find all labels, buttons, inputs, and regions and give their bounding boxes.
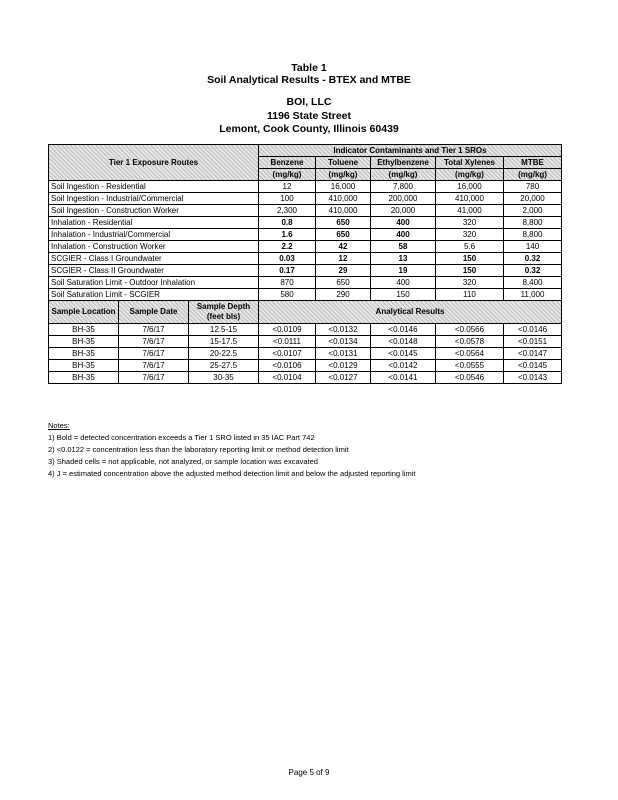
sample-value: <0.0148 xyxy=(371,336,436,348)
route-value: 1.6 xyxy=(259,229,316,241)
route-label: Soil Saturation Limit - SCGIER xyxy=(49,289,259,301)
note-item: 3) Shaded cells = not applicable, not analyzed, or sample location was excavated xyxy=(48,457,318,466)
route-value: 5.6 xyxy=(436,241,504,253)
route-value: 2.2 xyxy=(259,241,316,253)
col-toluene-unit: (mg/kg) xyxy=(316,169,371,181)
site-city: Lemont, Cook County, Illinois 60439 xyxy=(219,123,399,135)
route-value: 100 xyxy=(259,193,316,205)
route-value: 650 xyxy=(316,217,371,229)
route-value: 410,000 xyxy=(316,193,371,205)
route-label: Soil Ingestion - Residential xyxy=(49,181,259,193)
table-subtitle: Soil Analytical Results - BTEX and MTBE xyxy=(207,74,411,86)
table-row xyxy=(49,289,562,301)
route-value: 58 xyxy=(371,241,436,253)
route-value: 870 xyxy=(259,277,316,289)
table-row xyxy=(49,229,562,241)
route-value: 0.32 xyxy=(504,253,562,265)
sample-value: <0.0111 xyxy=(259,336,316,348)
route-value: 8,800 xyxy=(504,217,562,229)
route-value: 320 xyxy=(436,277,504,289)
col-ethylbenzene-name: Ethylbenzene xyxy=(371,157,436,169)
sample-depth-header: Sample Depth (feet bls) xyxy=(189,301,259,324)
sample-value: <0.0566 xyxy=(436,324,504,336)
col-benzene-name: Benzene xyxy=(259,157,316,169)
route-value: 8,400 xyxy=(504,277,562,289)
route-value: 320 xyxy=(436,229,504,241)
route-label: SCGIER - Class I Groundwater xyxy=(49,253,259,265)
route-value: 400 xyxy=(371,277,436,289)
sample-date-header: Sample Date xyxy=(119,301,189,324)
note-item: 1) Bold = detected concentration exceeds a Tier 1 SRO listed in 35 IAC Part 742 xyxy=(48,433,315,442)
route-value: 650 xyxy=(316,229,371,241)
sample-depth: 30-35 xyxy=(189,372,259,384)
table-row xyxy=(49,277,562,289)
route-label: SCGIER - Class II Groundwater xyxy=(49,265,259,277)
col-xylenes-name: Total Xylenes xyxy=(436,157,504,169)
route-value: 0.32 xyxy=(504,265,562,277)
route-value: 580 xyxy=(259,289,316,301)
route-label: Inhalation - Construction Worker xyxy=(49,241,259,253)
route-value: 20,000 xyxy=(371,205,436,217)
sample-value: <0.0131 xyxy=(316,348,371,360)
company-name: BOI, LLC xyxy=(286,96,332,108)
sample-value: <0.0141 xyxy=(371,372,436,384)
route-value: 13 xyxy=(371,253,436,265)
sample-value: <0.0145 xyxy=(371,348,436,360)
route-value: 19 xyxy=(371,265,436,277)
route-value: 8,800 xyxy=(504,229,562,241)
note-item: 4) J = estimated concentration above the adjusted method detection limit and below the adjusted reporting limit xyxy=(48,469,416,478)
notes-section xyxy=(48,420,416,480)
table-row xyxy=(49,372,562,384)
sample-date: 7/6/17 xyxy=(119,360,189,372)
route-value: 290 xyxy=(316,289,371,301)
col-mtbe-name: MTBE xyxy=(504,157,562,169)
soil-results-table xyxy=(48,144,562,384)
route-value: 12 xyxy=(259,181,316,193)
route-value: 0.03 xyxy=(259,253,316,265)
route-label: Soil Ingestion - Construction Worker xyxy=(49,205,259,217)
sample-date: 7/6/17 xyxy=(119,324,189,336)
sample-depth: 25-27.5 xyxy=(189,360,259,372)
table-row xyxy=(49,205,562,217)
col-toluene-name: Toluene xyxy=(316,157,371,169)
col-ethylbenzene-unit: (mg/kg) xyxy=(371,169,436,181)
sample-value: <0.0564 xyxy=(436,348,504,360)
sample-value: <0.0555 xyxy=(436,360,504,372)
sample-value: <0.0134 xyxy=(316,336,371,348)
table-row xyxy=(49,324,562,336)
table-title: Table 1 xyxy=(291,62,327,74)
route-label: Inhalation - Industrial/Commercial xyxy=(49,229,259,241)
table-row xyxy=(49,360,562,372)
route-value: 320 xyxy=(436,217,504,229)
sample-value: <0.0129 xyxy=(316,360,371,372)
route-value: 16,000 xyxy=(436,181,504,193)
sample-date: 7/6/17 xyxy=(119,348,189,360)
sample-value: <0.0132 xyxy=(316,324,371,336)
sample-depth: 20-22.5 xyxy=(189,348,259,360)
route-value: 29 xyxy=(316,265,371,277)
route-value: 410,000 xyxy=(436,193,504,205)
notes-title: Notes: xyxy=(48,421,70,430)
col-mtbe-unit: (mg/kg) xyxy=(504,169,562,181)
sample-depth: 12.5-15 xyxy=(189,324,259,336)
route-value: 7,800 xyxy=(371,181,436,193)
route-value: 12 xyxy=(316,253,371,265)
route-value: 16,000 xyxy=(316,181,371,193)
table-row xyxy=(49,253,562,265)
note-item: 2) <0.0122 = concentration less than the laboratory reporting limit or method detection limit xyxy=(48,445,349,454)
page-number: Page 5 of 9 xyxy=(288,768,330,777)
route-value: 150 xyxy=(436,265,504,277)
route-value: 150 xyxy=(371,289,436,301)
sample-depth: 15-17.5 xyxy=(189,336,259,348)
routes-header: Tier 1 Exposure Routes xyxy=(49,145,259,181)
route-value: 110 xyxy=(436,289,504,301)
sample-value: <0.0147 xyxy=(504,348,562,360)
col-benzene-unit: (mg/kg) xyxy=(259,169,316,181)
route-value: 11,000 xyxy=(504,289,562,301)
sample-value: <0.0107 xyxy=(259,348,316,360)
table-row xyxy=(49,348,562,360)
sample-location: BH-35 xyxy=(49,348,119,360)
route-value: 0.8 xyxy=(259,217,316,229)
table-row xyxy=(49,336,562,348)
route-value: 2,300 xyxy=(259,205,316,217)
sample-header-row xyxy=(49,301,562,324)
sample-location: BH-35 xyxy=(49,360,119,372)
route-value: 400 xyxy=(371,217,436,229)
route-label: Inhalation - Residential xyxy=(49,217,259,229)
col-xylenes-unit: (mg/kg) xyxy=(436,169,504,181)
route-value: 41,000 xyxy=(436,205,504,217)
sample-value: <0.0104 xyxy=(259,372,316,384)
sample-value: <0.0146 xyxy=(371,324,436,336)
sample-value: <0.0145 xyxy=(504,360,562,372)
route-label: Soil Saturation Limit - Outdoor Inhalation xyxy=(49,277,259,289)
route-value: 20,000 xyxy=(504,193,562,205)
route-label: Soil Ingestion - Industrial/Commercial xyxy=(49,193,259,205)
sample-value: <0.0578 xyxy=(436,336,504,348)
sample-value: <0.0143 xyxy=(504,372,562,384)
table-row xyxy=(49,265,562,277)
route-value: 140 xyxy=(504,241,562,253)
sample-location: BH-35 xyxy=(49,372,119,384)
route-value: 2,000 xyxy=(504,205,562,217)
table-row xyxy=(49,241,562,253)
site-address: 1196 State Street xyxy=(266,110,352,122)
sample-value: <0.0142 xyxy=(371,360,436,372)
route-value: 0.17 xyxy=(259,265,316,277)
sample-value: <0.0106 xyxy=(259,360,316,372)
sample-location: BH-35 xyxy=(49,336,119,348)
group-header: Indicator Contaminants and Tier 1 SROs xyxy=(259,145,562,157)
table-row xyxy=(49,217,562,229)
sample-date: 7/6/17 xyxy=(119,372,189,384)
sample-location-header: Sample Location xyxy=(49,301,119,324)
route-value: 410,000 xyxy=(316,205,371,217)
route-value: 42 xyxy=(316,241,371,253)
analytical-results-header: Analytical Results xyxy=(259,301,562,324)
route-value: 650 xyxy=(316,277,371,289)
sample-value: <0.0146 xyxy=(504,324,562,336)
table-row xyxy=(49,193,562,205)
table-row xyxy=(49,181,562,193)
sample-location: BH-35 xyxy=(49,324,119,336)
sample-value: <0.0546 xyxy=(436,372,504,384)
route-value: 400 xyxy=(371,229,436,241)
sample-value: <0.0127 xyxy=(316,372,371,384)
sample-value: <0.0109 xyxy=(259,324,316,336)
sample-date: 7/6/17 xyxy=(119,336,189,348)
route-value: 780 xyxy=(504,181,562,193)
route-value: 150 xyxy=(436,253,504,265)
sample-value: <0.0151 xyxy=(504,336,562,348)
route-value: 200,000 xyxy=(371,193,436,205)
